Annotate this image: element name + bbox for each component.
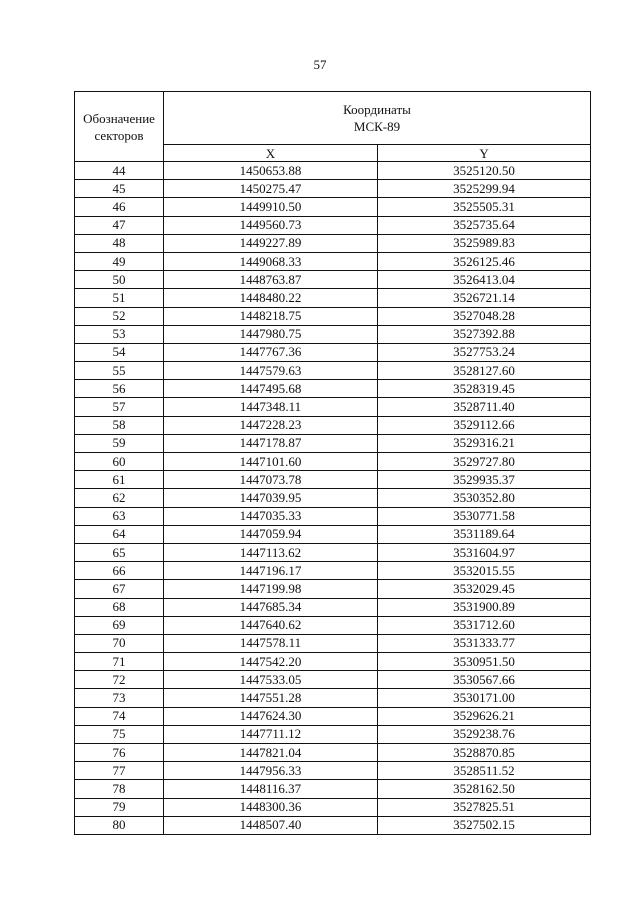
y-coordinate-cell: 3526413.04 (378, 271, 591, 289)
table-row (75, 744, 591, 762)
sector-header-line2: секторов (94, 127, 144, 143)
table-row (75, 343, 591, 361)
sector-cell: 78 (75, 780, 164, 798)
sector-cell: 67 (75, 580, 164, 598)
table-body (75, 162, 591, 835)
table-row (75, 507, 591, 525)
sector-cell: 53 (75, 325, 164, 343)
sector-cell: 80 (75, 816, 164, 834)
x-coordinate-cell: 1447073.78 (164, 471, 378, 489)
sector-cell: 71 (75, 653, 164, 671)
x-coordinate-cell: 1447196.17 (164, 562, 378, 580)
x-coordinate-cell: 1448480.22 (164, 289, 378, 307)
y-column-header: Y (378, 145, 591, 162)
y-coordinate-cell: 3530171.00 (378, 689, 591, 707)
y-coordinate-cell: 3529316.21 (378, 434, 591, 452)
table-row (75, 216, 591, 234)
y-coordinate-cell: 3529238.76 (378, 725, 591, 743)
table-row (75, 580, 591, 598)
x-coordinate-cell: 1447685.34 (164, 598, 378, 616)
table-row (75, 180, 591, 198)
y-coordinate-cell: 3530951.50 (378, 653, 591, 671)
table-row (75, 634, 591, 652)
table-row (75, 689, 591, 707)
y-coordinate-cell: 3532015.55 (378, 562, 591, 580)
y-coordinate-cell: 3525735.64 (378, 216, 591, 234)
sector-cell: 74 (75, 707, 164, 725)
y-coordinate-cell: 3529935.37 (378, 471, 591, 489)
x-coordinate-cell: 1447495.68 (164, 380, 378, 398)
sector-cell: 61 (75, 471, 164, 489)
sector-cell: 47 (75, 216, 164, 234)
x-coordinate-cell: 1447640.62 (164, 616, 378, 634)
y-coordinate-cell: 3528319.45 (378, 380, 591, 398)
x-coordinate-cell: 1447199.98 (164, 580, 378, 598)
sector-cell: 51 (75, 289, 164, 307)
y-coordinate-cell: 3527502.15 (378, 816, 591, 834)
table-row (75, 671, 591, 689)
table-row (75, 798, 591, 816)
x-coordinate-cell: 1447578.11 (164, 634, 378, 652)
sector-cell: 46 (75, 198, 164, 216)
y-coordinate-cell: 3527825.51 (378, 798, 591, 816)
table-row (75, 362, 591, 380)
y-coordinate-cell: 3529727.80 (378, 453, 591, 471)
x-coordinate-cell: 1447624.30 (164, 707, 378, 725)
table-row (75, 489, 591, 507)
sector-cell: 75 (75, 725, 164, 743)
table-row (75, 234, 591, 252)
y-coordinate-cell: 3528711.40 (378, 398, 591, 416)
table-row (75, 707, 591, 725)
table-row (75, 416, 591, 434)
sector-cell: 60 (75, 453, 164, 471)
x-coordinate-cell: 1447348.11 (164, 398, 378, 416)
sector-cell: 55 (75, 362, 164, 380)
x-coordinate-cell: 1447956.33 (164, 762, 378, 780)
sector-cell: 63 (75, 507, 164, 525)
x-coordinate-cell: 1447113.62 (164, 543, 378, 561)
x-coordinate-cell: 1450653.88 (164, 162, 378, 180)
x-coordinate-cell: 1447711.12 (164, 725, 378, 743)
x-coordinate-cell: 1447551.28 (164, 689, 378, 707)
sector-cell: 77 (75, 762, 164, 780)
sector-cell: 48 (75, 234, 164, 252)
table-row (75, 598, 591, 616)
sector-cell: 50 (75, 271, 164, 289)
y-coordinate-cell: 3530771.58 (378, 507, 591, 525)
sector-cell: 45 (75, 180, 164, 198)
sector-cell: 52 (75, 307, 164, 325)
y-coordinate-cell: 3528870.85 (378, 744, 591, 762)
sector-cell: 73 (75, 689, 164, 707)
y-coordinate-cell: 3525989.83 (378, 234, 591, 252)
x-coordinate-cell: 1449560.73 (164, 216, 378, 234)
table-row (75, 289, 591, 307)
table-row (75, 780, 591, 798)
x-coordinate-cell: 1447533.05 (164, 671, 378, 689)
y-coordinate-cell: 3526721.14 (378, 289, 591, 307)
table-row (75, 198, 591, 216)
table-row (75, 543, 591, 561)
table-row (75, 616, 591, 634)
x-coordinate-cell: 1449227.89 (164, 234, 378, 252)
y-coordinate-cell: 3529626.21 (378, 707, 591, 725)
y-coordinate-cell: 3527392.88 (378, 325, 591, 343)
table-row (75, 525, 591, 543)
sector-cell: 56 (75, 380, 164, 398)
x-coordinate-cell: 1447767.36 (164, 343, 378, 361)
sector-cell: 57 (75, 398, 164, 416)
x-coordinate-cell: 1447821.04 (164, 744, 378, 762)
sector-cell: 59 (75, 434, 164, 452)
x-coordinate-cell: 1448218.75 (164, 307, 378, 325)
y-coordinate-cell: 3530352.80 (378, 489, 591, 507)
sector-cell: 66 (75, 562, 164, 580)
y-coordinate-cell: 3532029.45 (378, 580, 591, 598)
sector-cell: 49 (75, 252, 164, 270)
table-row (75, 725, 591, 743)
x-coordinate-cell: 1449910.50 (164, 198, 378, 216)
x-coordinate-cell: 1448507.40 (164, 816, 378, 834)
x-coordinate-cell: 1449068.33 (164, 252, 378, 270)
coordinates-table (74, 91, 591, 835)
y-coordinate-cell: 3531712.60 (378, 616, 591, 634)
x-coordinate-cell: 1447228.23 (164, 416, 378, 434)
table-row (75, 653, 591, 671)
sector-header-line1: Обозначение (83, 110, 155, 126)
sector-cell: 68 (75, 598, 164, 616)
table-row (75, 453, 591, 471)
table-row (75, 252, 591, 270)
table-row (75, 562, 591, 580)
x-coordinate-cell: 1447579.63 (164, 362, 378, 380)
table-row (75, 762, 591, 780)
sector-cell: 64 (75, 525, 164, 543)
y-coordinate-cell: 3525299.94 (378, 180, 591, 198)
y-coordinate-cell: 3531189.64 (378, 525, 591, 543)
sector-cell: 54 (75, 343, 164, 361)
table-row (75, 325, 591, 343)
sector-cell: 70 (75, 634, 164, 652)
table-row (75, 471, 591, 489)
sector-cell: 58 (75, 416, 164, 434)
table-row (75, 271, 591, 289)
y-coordinate-cell: 3528127.60 (378, 362, 591, 380)
y-coordinate-cell: 3528511.52 (378, 762, 591, 780)
x-coordinate-cell: 1447542.20 (164, 653, 378, 671)
y-coordinate-cell: 3529112.66 (378, 416, 591, 434)
coordinates-group-header (164, 92, 591, 145)
y-coordinate-cell: 3531333.77 (378, 634, 591, 652)
y-coordinate-cell: 3528162.50 (378, 780, 591, 798)
y-coordinate-cell: 3525120.50 (378, 162, 591, 180)
y-coordinate-cell: 3525505.31 (378, 198, 591, 216)
sector-cell: 79 (75, 798, 164, 816)
x-coordinate-cell: 1447035.33 (164, 507, 378, 525)
y-coordinate-cell: 3527048.28 (378, 307, 591, 325)
x-coordinate-cell: 1447039.95 (164, 489, 378, 507)
x-coordinate-cell: 1447059.94 (164, 525, 378, 543)
y-coordinate-cell: 3530567.66 (378, 671, 591, 689)
y-coordinate-cell: 3527753.24 (378, 343, 591, 361)
table-row (75, 162, 591, 180)
table-row (75, 380, 591, 398)
sector-cell: 76 (75, 744, 164, 762)
sector-cell: 69 (75, 616, 164, 634)
table-header-row (75, 92, 591, 145)
x-coordinate-cell: 1448300.36 (164, 798, 378, 816)
sector-cell: 65 (75, 543, 164, 561)
x-coordinate-cell: 1447980.75 (164, 325, 378, 343)
table-row (75, 816, 591, 834)
y-coordinate-cell: 3531900.89 (378, 598, 591, 616)
sector-cell: 44 (75, 162, 164, 180)
sector-column-header (75, 92, 164, 162)
x-column-header: X (164, 145, 378, 162)
x-coordinate-cell: 1448763.87 (164, 271, 378, 289)
coords-header-line1: Координаты (343, 102, 411, 117)
table-row (75, 434, 591, 452)
table-row (75, 307, 591, 325)
y-coordinate-cell: 3531604.97 (378, 543, 591, 561)
coords-header-line2: МСК-89 (353, 119, 401, 134)
table-row (75, 398, 591, 416)
page-number: 57 (313, 57, 327, 72)
x-coordinate-cell: 1447101.60 (164, 453, 378, 471)
x-coordinate-cell: 1447178.87 (164, 434, 378, 452)
sector-cell: 72 (75, 671, 164, 689)
x-coordinate-cell: 1450275.47 (164, 180, 378, 198)
x-coordinate-cell: 1448116.37 (164, 780, 378, 798)
y-coordinate-cell: 3526125.46 (378, 252, 591, 270)
sector-cell: 62 (75, 489, 164, 507)
